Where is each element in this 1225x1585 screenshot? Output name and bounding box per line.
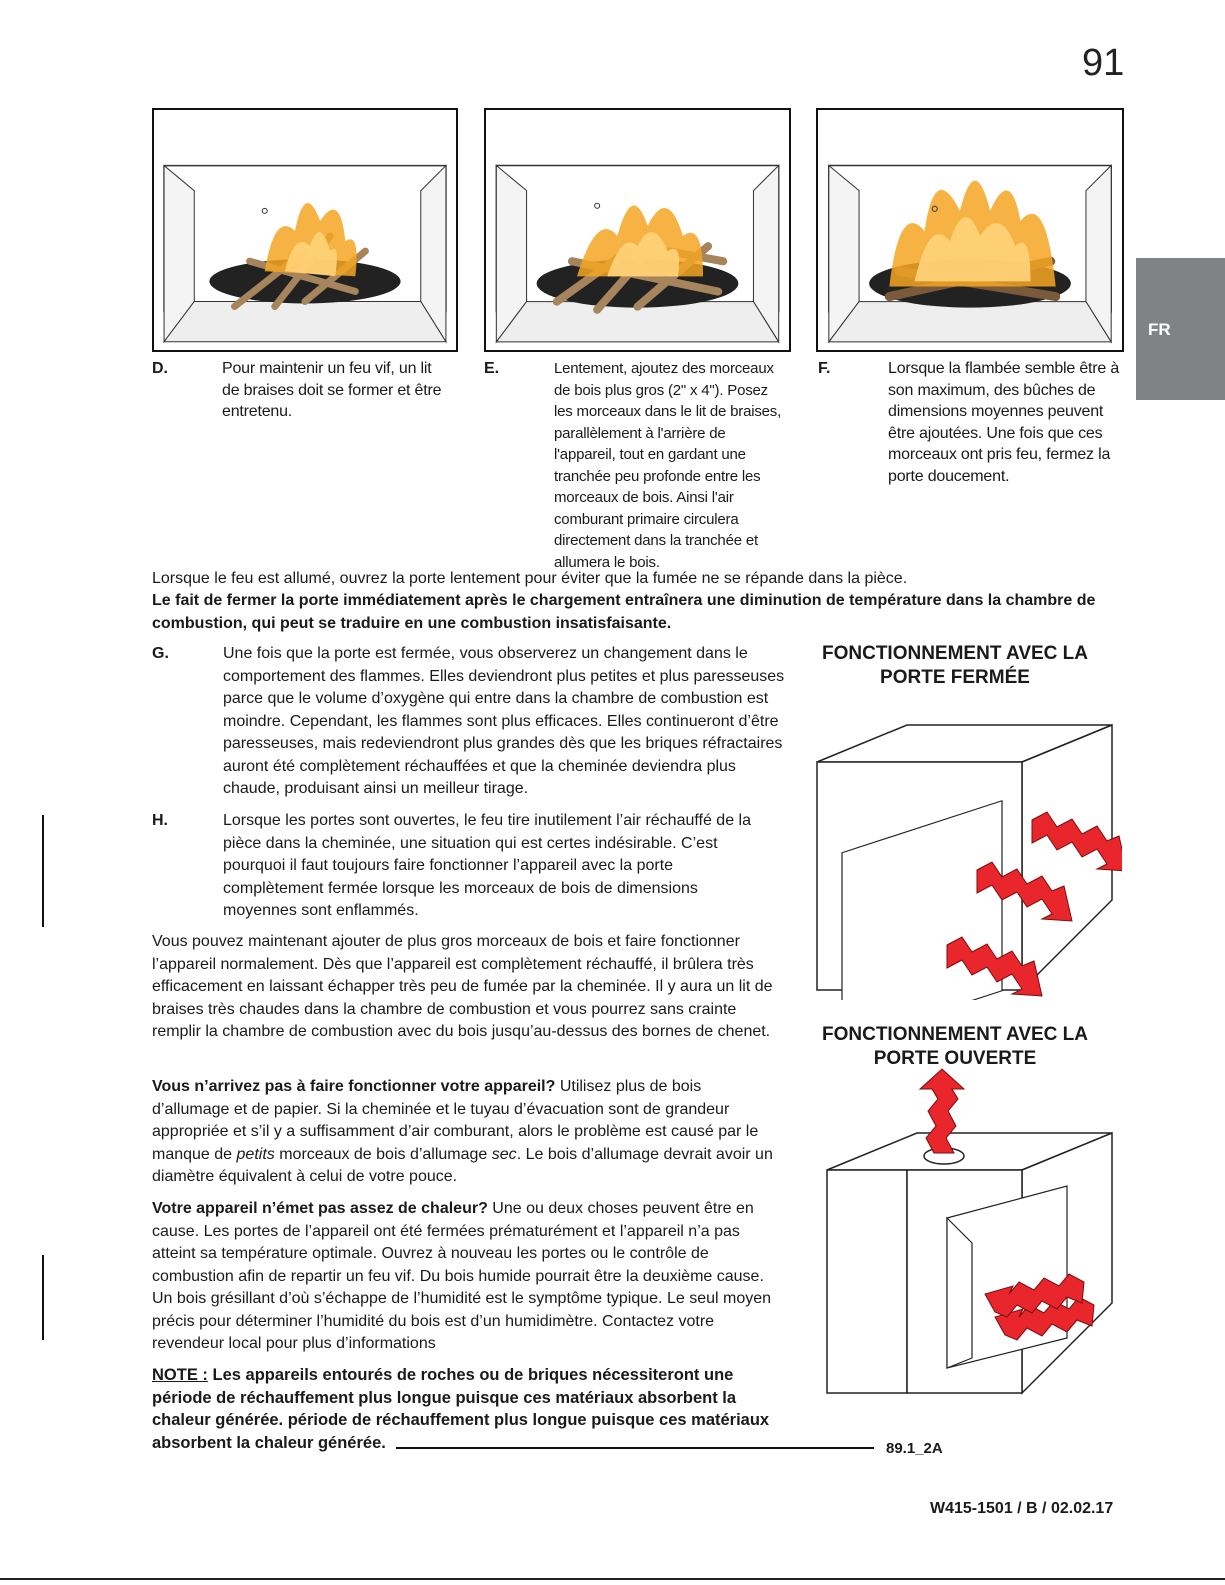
fireplace-illustration-f (818, 110, 1122, 350)
door-closed-diagram (812, 720, 1122, 1000)
troubleshoot-no-fire-emphasis-dry: sec (491, 1145, 517, 1163)
troubleshoot-low-heat (152, 1198, 772, 1356)
fireplace-illustration-d (154, 110, 456, 350)
change-bar (42, 1255, 44, 1340)
note-text: Les appareils entourés de roches ou de briques nécessiteront une période de réchauffement plus longue puisque ces matériaux absorbent la chaleur générée. période de réchauffement plus longue puisque ces matériaux absorbent la chaleur générée. (152, 1366, 770, 1452)
note-label: NOTE : (152, 1366, 208, 1384)
figure-d-fireplace (152, 108, 458, 352)
item-g-text: Une fois que la porte est fermée, vous observerez un changement dans le comportement des flammes. Elles deviendront plus petites et plus paresseuses parce que le volume d’oxygène qui entre dans la chambre de combustion est moindre. Cependant, les flammes sont plus efficaces. Elles continueront d’être paresseuses, mais redeviendront plus grandes dès que les briques réfractaires auront été complètement réchauffées et que la cheminée deviendra plus chaude, produisant ainsi un meilleur tirage. (223, 645, 785, 797)
troubleshoot-low-heat-lead: Votre appareil n’émet pas assez de chaleur? (152, 1200, 488, 1217)
caption-d-text: Pour maintenir un feu vif, un lit de braises doit se former et être entretenu. (222, 360, 442, 420)
item-h-letter: H. (152, 812, 168, 829)
troubleshoot-no-fire-text-c: . Le bois d’allumage devrait avoir un diamètre équivalent à celui de votre pouce. (152, 1145, 773, 1185)
caption-e-text: Lentement, ajoutez des morceaux de bois plus gros (2" x 4"). Posez les morceaux dans le lit de braises, parallèlement à l'arrière de l'appareil, tout en gardant une tranchée peu profonde entre les morceaux de bois. Ainsi l'air comburant primaire circulera directement dans la tranchée et allumera le bois. (554, 360, 782, 571)
troubleshoot-no-fire-lead: Vous n’arrivez pas à faire fonctionner votre appareil? (152, 1078, 556, 1095)
diagram-closed-title: FONCTIONNEMENT AVEC LA PORTE FERMÉE (822, 643, 1088, 688)
item-g-letter: G. (152, 645, 169, 662)
figure-e-fireplace (484, 108, 791, 352)
caption-d-letter: D. (152, 360, 168, 377)
language-tab-label: FR (1148, 320, 1171, 339)
caption-f-letter: F. (818, 360, 831, 377)
note-block (152, 1364, 792, 1454)
intro-text: Lorsque le feu est allumé, ouvrez la porte lentement pour éviter que la fumée ne se répande dans la pièce. (152, 570, 908, 587)
troubleshoot-no-fire-emphasis-small: petits (236, 1145, 275, 1163)
troubleshoot-no-fire-text-a: Utilisez plus de bois d’allumage et de papier. Si la cheminée et le tuyau d’évacuation sont de grandeur appropriée et s’il y a suffisamment d’air comburant, alors le problème est causé par le manque de (152, 1078, 759, 1163)
bottom-rule (0, 1578, 1225, 1580)
document-code: W415-1501 / B / 02.02.17 (930, 1500, 1114, 1517)
diagram-open-title: FONCTIONNEMENT AVEC LA PORTE OUVERTE (822, 1024, 1088, 1069)
figure-f-fireplace (816, 108, 1124, 352)
caption-e-letter: E. (484, 360, 500, 377)
door-open-diagram (812, 1068, 1122, 1408)
normal-operation-text: Vous pouvez maintenant ajouter de plus gros morceaux de bois et faire fonctionner l’appareil normalement. Dès que l’appareil est complètement réchauffé, il brûlera très efficacement en laissant échapper très peu de fumée par la cheminée. Il y aura un lit de braises très chaudes dans la chambre de combustion et vous pourrez sans crainte remplir la chambre de combustion avec du bois jusqu’au-dessus des bornes de chenet. (152, 933, 773, 1040)
language-tab (1136, 258, 1225, 400)
caption-f-text: Lorsque la flambée semble être à son maximum, des bûches de dimensions moyennes peuvent être ajoutées. Une fois que ces morceaux ont pris feu, fermez la porte doucement. (888, 360, 1120, 485)
fireplace-illustration-e (486, 110, 789, 350)
troubleshoot-no-fire-text-b: morceaux de bois d’allumage (274, 1145, 492, 1163)
troubleshoot-no-fire (152, 1076, 777, 1189)
page-number: 91 (1082, 42, 1125, 84)
diagram-reference: 89.1_2A (886, 1440, 943, 1457)
note-rule (396, 1447, 874, 1449)
item-h-text: Lorsque les portes sont ouvertes, le feu tire inutilement l’air réchauffé de la pièce dans la cheminée, une situation qui est certes indésirable. C’est pourquoi il faut toujours faire fonctionner l’appareil avec la porte complètement fermée lorsque les morceaux de bois de dimensions moyennes sont enflammés. (223, 812, 751, 919)
change-bar (42, 815, 44, 927)
troubleshoot-low-heat-text: Une ou deux choses peuvent être en cause. Les portes de l’appareil ont été fermées prématurément et l’appareil n’a pas atteint sa température optimale. Ouvrez à nouveau les portes ou le contrôle de combustion afin de repartir un feu vif. Du bois humide pourrait être la deuxième cause. Un bois grésillant d’où s’échappe de l’humidité est le symptôme typique. Le seul moyen précis pour déterminer l’humidité du bois est d’un humidimètre. Contactez votre revendeur local pour plus d’informations (152, 1200, 772, 1352)
intro-warning: Le fait de fermer la porte immédiatement après le chargement entraînera une diminution de température dans la chambre de combustion, qui peut se traduire en une combustion insatisfaisante. (152, 592, 1096, 632)
